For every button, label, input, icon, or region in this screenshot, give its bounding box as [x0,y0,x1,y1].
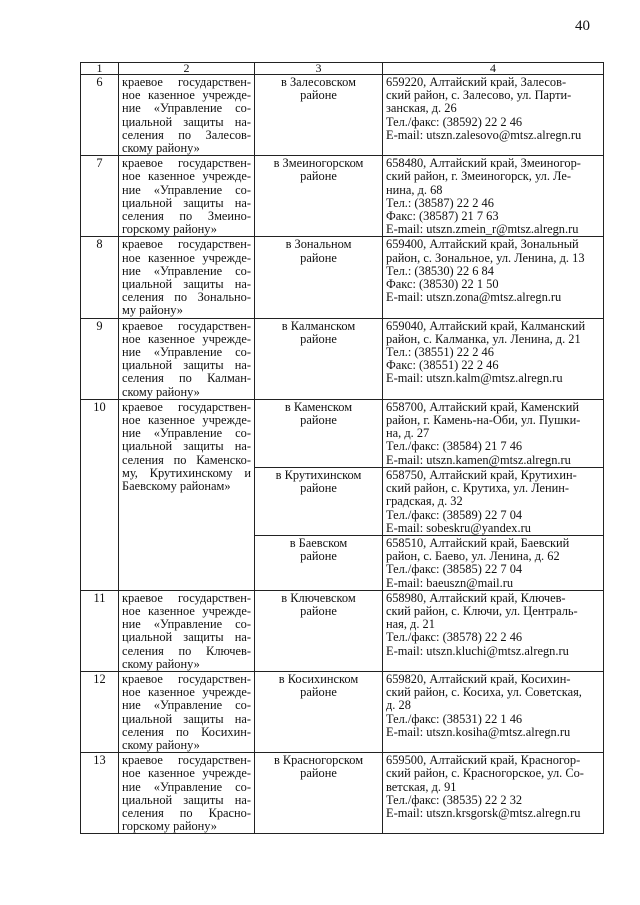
column-header-number: 1 [81,63,119,75]
address-line: Факс: (38587) 21 7 63 [386,209,499,224]
service-area-line: районе [300,685,337,700]
address-line: Тел./факс: (38589) 22 7 04 [386,507,523,522]
table-row [81,156,604,237]
institution-name-line: циальной защиты на- [122,114,251,129]
institution-name-line: селения по Ключев- [122,643,251,658]
column-header-institution: 2 [119,63,255,75]
table-row [81,399,604,467]
service-area [255,75,383,156]
institution-name-line: краевое государствен- [122,75,251,89]
contact-address [383,535,604,590]
row-number: 10 [81,399,119,590]
address-line: 658750, Алтайский край, Крутихин- [386,467,577,482]
contact-address [383,318,604,399]
service-area [255,399,383,467]
address-line: 659220, Алтайский край, Залесов- [386,75,567,89]
institution-name [119,237,255,318]
institution-name-line: селения по Зонально- [122,290,251,305]
institution-name-line: краевое государствен- [122,237,251,252]
institution-name-line: циальной защиты на- [122,439,251,454]
institution-name-line: ное казенное учрежде- [122,603,251,618]
institution-name-line: краевое государствен- [122,671,251,686]
address-line: 658480, Алтайский край, Змеиногор- [386,156,581,171]
institution-name-line: му району» [122,303,183,318]
address-line: 658700, Алтайский край, Каменский [386,399,579,414]
row-number: 11 [81,590,119,671]
address-line: 659820, Алтайский край, Косихин- [386,671,571,686]
institution-name-line: селения по Каменско- [122,452,251,467]
service-area-line: районе [300,413,337,428]
address-line: занская, д. 26 [386,101,457,116]
address-line: район, г. Камень-на-Оби, ул. Пушки- [386,413,581,428]
service-area [255,467,383,535]
institution-name-line: ние «Управление со- [122,101,251,116]
service-area-line: в Косихинском [278,671,359,686]
email-line: E-mail: utszn.kosiha@mtsz.alregn.ru [386,724,571,739]
address-line: ский район, г. Змеиногорск, ул. Ле- [386,169,571,184]
address-line: ветская, д. 91 [386,779,457,794]
institution-name-line: му, Крутихинскому и [122,465,251,480]
address-line: ский район, с. Косиха, ул. Советская, [386,685,582,700]
email-line: E-mail: baeuszn@mail.ru [386,575,514,590]
service-area-line: районе [300,549,337,564]
service-area [255,671,383,752]
institution-name-line: краевое государствен- [122,753,251,768]
institution-name-line: ное казенное учрежде- [122,250,251,265]
institution-name-line: ние «Управление со- [122,779,251,794]
row-number: 9 [81,318,119,399]
institution-name-line: ние «Управление со- [122,263,251,278]
address-line: Тел.: (38587) 22 2 46 [386,195,494,210]
service-area [255,753,383,834]
service-area-line: районе [300,603,337,618]
service-area-line: в Крутихинском [275,467,362,482]
service-area-line: районе [300,331,337,346]
address-line: Факс: (38551) 22 2 46 [386,358,499,373]
institution-name-line: ное казенное учрежде- [122,766,251,781]
institution-name-line: горскому району» [122,222,217,237]
institution-name-line: горскому району» [122,819,217,834]
institution-name-line: ние «Управление со- [122,426,251,441]
service-area [255,156,383,237]
address-line: д. 28 [386,698,411,713]
table-row [81,753,604,834]
institution-name-line: краевое государствен- [122,318,251,333]
service-area [255,237,383,318]
institution-name [119,753,255,834]
contact-address [383,156,604,237]
service-area-line: в Змеиногорском [273,156,364,171]
address-line: Тел./факс: (38592) 22 2 46 [386,114,523,129]
address-line: на, д. 27 [386,426,430,441]
institution-name [119,399,255,590]
row-number: 13 [81,753,119,834]
address-line: 659040, Алтайский край, Калманский [386,318,586,333]
table-row [81,318,604,399]
address-line: Тел./факс: (38535) 22 2 32 [386,792,523,807]
institution-name-line: ние «Управление со- [122,182,251,197]
service-area-line: в Залесовском [281,75,356,89]
institution-name-line: селения по Змеино- [122,209,251,224]
service-area-line: районе [300,169,337,184]
institution-name-line: краевое государствен- [122,399,251,414]
email-line: E-mail: utszn.zalesovo@mtsz.alregn.ru [386,127,582,142]
address-line: Факс: (38530) 22 1 50 [386,277,499,292]
email-line: E-mail: utszn.kalm@mtsz.alregn.ru [386,371,563,386]
service-area [255,318,383,399]
email-line: E-mail: utszn.krsgorsk@mtsz.alregn.ru [386,805,581,820]
institution-name-line: циальной защиты на- [122,195,251,210]
service-area-line: в Красногорском [273,753,364,768]
column-header-address: 4 [383,63,604,75]
row-number: 8 [81,237,119,318]
address-line: Тел./факс: (38584) 21 7 46 [386,439,523,454]
service-area-line: в Баевском [289,535,348,550]
service-area-line: в Каменском [284,399,353,414]
address-line: 658980, Алтайский край, Ключев- [386,590,566,605]
institution-name-line: циальной защиты на- [122,630,251,645]
institution-name-line: скому району» [122,384,200,399]
table-body [81,75,604,834]
address-line: 659500, Алтайский край, Красногор- [386,753,581,768]
table-row [81,75,604,156]
email-line: E-mail: utszn.zmein_r@mtsz.alregn.ru [386,222,579,237]
institution-name-line: ние «Управление со- [122,617,251,632]
institution-name [119,671,255,752]
email-line: E-mail: utszn.zona@mtsz.alregn.ru [386,290,562,305]
institution-name-line: ное казенное учрежде- [122,88,251,103]
institution-name [119,590,255,671]
institution-name [119,75,255,156]
institution-name-line: ние «Управление со- [122,698,251,713]
address-line: ная, д. 21 [386,617,435,632]
table-row [81,237,604,318]
institution-name-line: ное казенное учрежде- [122,413,251,428]
address-line: 659400, Алтайский край, Зональный [386,237,579,252]
institution-name-line: циальной защиты на- [122,711,251,726]
institution-name-line: ние «Управление со- [122,345,251,360]
contact-address [383,671,604,752]
address-line: район, с. Баево, ул. Ленина, д. 62 [386,549,560,564]
service-area-line: в Калманском [281,318,356,333]
address-line: Тел./факс: (38578) 22 2 46 [386,630,523,645]
email-line: E-mail: utszn.kamen@mtsz.alregn.ru [386,452,571,467]
email-line: E-mail: sobeskru@yandex.ru [386,520,531,535]
contact-address [383,399,604,467]
table-row [81,590,604,671]
service-area-line: в Зональном [285,237,352,252]
row-number: 12 [81,671,119,752]
institution-name-line: скому району» [122,141,200,156]
institutions-table [80,62,604,834]
row-number: 7 [81,156,119,237]
institution-name-line: Баевскому районам» [122,479,231,494]
institution-name-line: селения по Калман- [122,371,251,386]
contact-address [383,237,604,318]
institution-name-line: ное казенное учрежде- [122,169,251,184]
institution-name-line: циальной защиты на- [122,358,251,373]
service-area-line: районе [300,250,337,265]
institution-name-line: ное казенное учрежде- [122,685,251,700]
contact-address [383,75,604,156]
institution-name [119,156,255,237]
institution-name-line: краевое государствен- [122,156,251,171]
address-line: градская, д. 32 [386,494,463,509]
contact-address [383,467,604,535]
institution-name-line: циальной защиты на- [122,277,251,292]
address-line: ский район, с. Залесово, ул. Парти- [386,88,572,103]
address-line: район, с. Зональное, ул. Ленина, д. 13 [386,250,585,265]
service-area [255,590,383,671]
service-area-line: районе [300,481,337,496]
contact-address [383,753,604,834]
address-line: Тел./факс: (38585) 22 7 04 [386,562,523,577]
address-line: Тел.: (38551) 22 2 46 [386,345,494,360]
institution-name-line: скому району» [122,656,200,671]
address-line: 658510, Алтайский край, Баевский [386,535,570,550]
address-line: ский район, с. Крутиха, ул. Ленин- [386,481,570,496]
institution-name [119,318,255,399]
address-line: Тел.: (38530) 22 6 84 [386,263,494,278]
table-row [81,671,604,752]
address-line: район, с. Калманка, ул. Ленина, д. 21 [386,331,581,346]
column-header-area: 3 [255,63,383,75]
institution-name-line: селения по Косихин- [122,724,251,739]
page-number: 40 [575,18,590,34]
address-line: ский район, с. Красногорское, ул. Со- [386,766,584,781]
institution-name-line: ное казенное учрежде- [122,331,251,346]
address-line: Тел./факс: (38531) 22 1 46 [386,711,523,726]
email-line: E-mail: utszn.kluchi@mtsz.alregn.ru [386,643,569,658]
service-area-line: районе [300,766,337,781]
institution-name-line: селения по Красно- [122,805,251,820]
institution-name-line: циальной защиты на- [122,792,251,807]
institution-name-line: скому району» [122,737,200,752]
address-line: ский район, с. Ключи, ул. Централь- [386,603,578,618]
table-header-row [81,63,604,75]
contact-address [383,590,604,671]
service-area-line: районе [300,88,337,103]
institution-name-line: селения по Залесов- [122,127,251,142]
institution-name-line: краевое государствен- [122,590,251,605]
address-line: нина, д. 68 [386,182,443,197]
service-area-line: в Ключевском [281,590,356,605]
service-area [255,535,383,590]
row-number: 6 [81,75,119,156]
